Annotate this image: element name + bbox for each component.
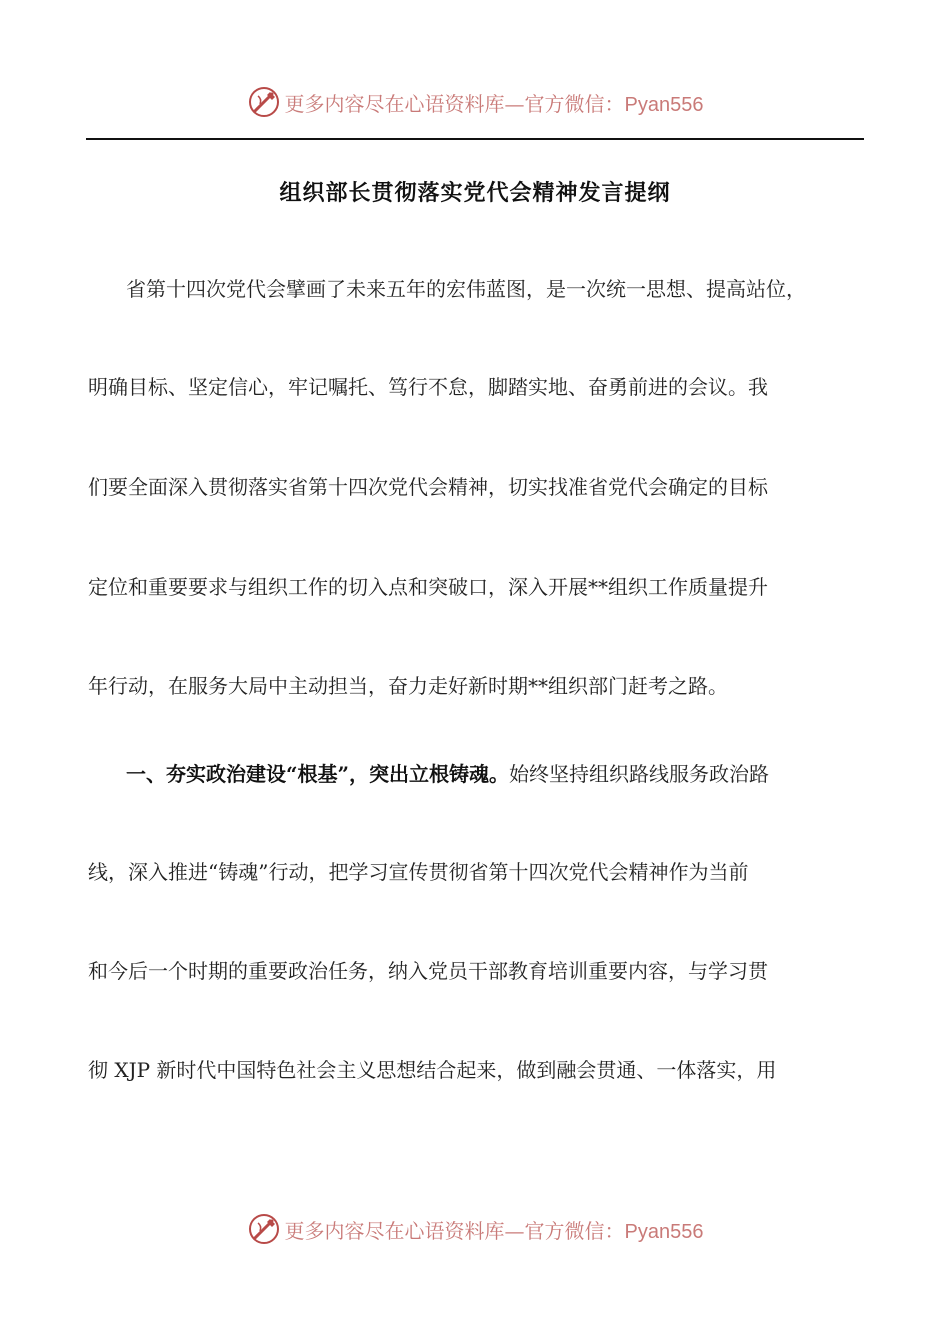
section-first-line: [126, 761, 769, 787]
paragraph-line: 年行动，在服务大局中主动担当，奋力走好新时期**组织部门赶考之路。: [88, 674, 728, 698]
header-watermark-id: Pyan556: [624, 93, 704, 116]
paragraph-line: 省第十四次党代会擘画了未来五年的宏伟蓝图，是一次统一思想、提高站位，: [126, 277, 806, 301]
footer-watermark-id: Pyan556: [624, 1220, 704, 1243]
paragraph-line: 和今后一个时期的重要政治任务，纳入党员干部教育培训重要内容，与学习贯: [88, 959, 768, 983]
document-title: 组织部长贯彻落实党代会精神发言提纲: [279, 180, 671, 206]
pen-logo-icon: [247, 85, 281, 119]
header-watermark-text: 更多内容尽在心语资料库—官方微信：: [284, 91, 625, 116]
section-heading: 一、夯实政治建设“根基”，突出立根铸魂。: [126, 762, 510, 786]
footer-watermark-text: 更多内容尽在心语资料库—官方微信：: [284, 1218, 625, 1243]
section-text: 始终坚持组织路线服务政治路: [509, 762, 770, 786]
paragraph-line: 明确目标、坚定信心，牢记嘱托、笃行不怠，脚踏实地、奋勇前进的会议。我: [88, 375, 768, 399]
header-divider: [86, 138, 864, 140]
header-watermark: [0, 80, 950, 124]
paragraph-line: 彻 XJP 新时代中国特色社会主义思想结合起来，做到融会贯通、一体落实，用: [88, 1058, 777, 1082]
paragraph-line: 们要全面深入贯彻落实省第十四次党代会精神，切实找准省党代会确定的目标: [88, 475, 768, 499]
paragraph-line: 定位和重要要求与组织工作的切入点和突破口，深入开展**组织工作质量提升: [88, 575, 768, 599]
pen-logo-icon: [247, 1212, 281, 1246]
paragraph-line: 线，深入推进“铸魂”行动，把学习宣传贯彻省第十四次党代会精神作为当前: [88, 860, 749, 884]
footer-watermark: [0, 1207, 950, 1251]
